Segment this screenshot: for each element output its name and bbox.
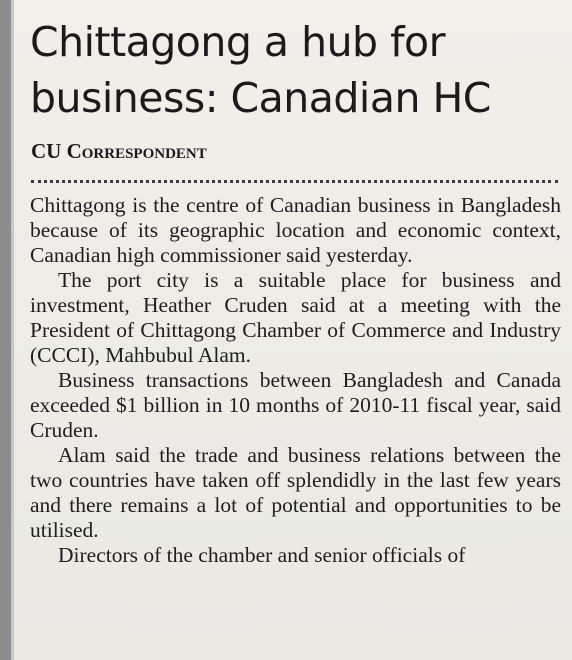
paragraph: Business transactions between Bangladesh and Canada exceeded $1 billion in 10 months of 2010-11 fiscal year, said Cruden. [30, 368, 561, 442]
article-body [30, 193, 561, 568]
paragraph: The port city is a suitable place for business and investment, Heather Cruden said at a meeting with the President of Chittagong Chamber of Commerce and Industry (CCCI), Mahbubul Alam. [30, 268, 561, 367]
byline: CU Correspondent [31, 139, 207, 163]
paragraph: Directors of the chamber and senior officials of [58, 543, 466, 567]
paragraph: Alam said the trade and business relations between the two countries have taken off splendidly in the last few years and there remains a lot of potential and opportunities to be utilised. [30, 443, 561, 542]
dotted-divider [31, 180, 558, 183]
paragraph: Chittagong is the centre of Canadian business in Bangladesh because of its geographic location and economic context, Canadian high commissioner said yesterday. [30, 193, 561, 267]
column-rule [0, 0, 11, 660]
column-rule-edge [11, 0, 14, 660]
headline: Chittagong a hub for business: Canadian HC [30, 18, 491, 122]
